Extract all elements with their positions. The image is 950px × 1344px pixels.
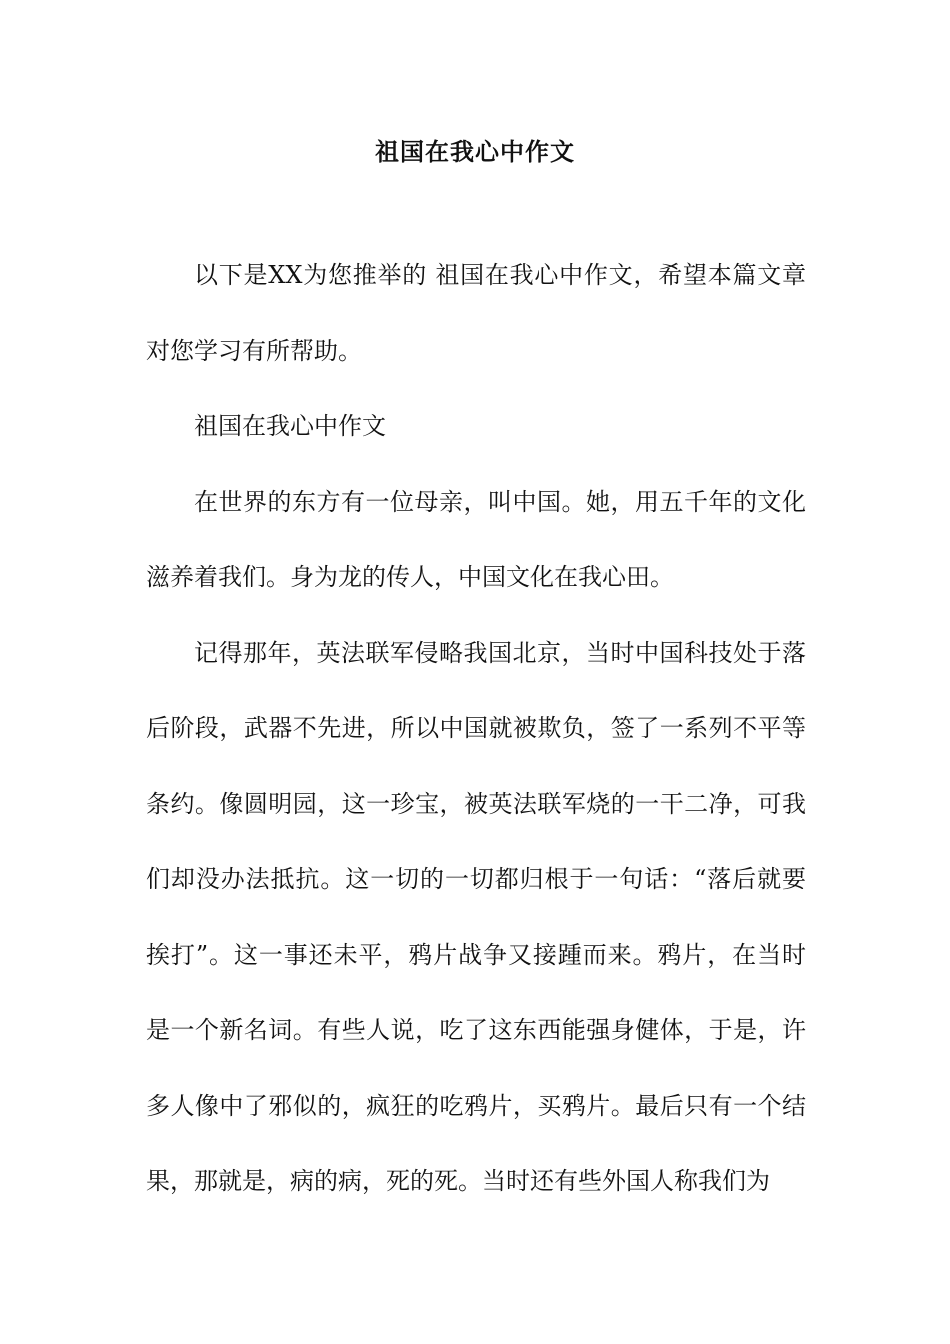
document-body <box>146 238 806 1220</box>
paragraph-1: 在世界的东方有一位母亲，叫中国。她，用五千年的文化滋养着我们。身为龙的传人，中国文化在我心田。 <box>146 487 806 591</box>
paragraph-intro: 以下是XX为您推举的 祖国在我心中作文，希望本篇文章对您学习有所帮助。 <box>146 261 806 365</box>
document-title: 祖国在我心中作文 <box>375 137 575 166</box>
paragraph-2: 记得那年，英法联军侵略我国北京，当时中国科技处于落后阶段，武器不先进，所以中国就被欺负，签了一系列不平等条约。像圆明园，这一珍宝，被英法联军烧的一干二净，可我们却没办法抵抗。这一切的一切都归根于一句话：“落后就要挨打”。这一事还未平，鸦片战争又接踵而来。鸦片，在当时是一个新名词。有些人说，吃了这东西能强身健体，于是，许多人像中了邪似的，疯狂的吃鸦片，买鸦片。最后只有一个结果，那就是，病的病，死的死。当时还有些外国人称我们为 <box>146 638 806 1195</box>
paragraph-subtitle: 祖国在我心中作文 <box>194 412 386 440</box>
